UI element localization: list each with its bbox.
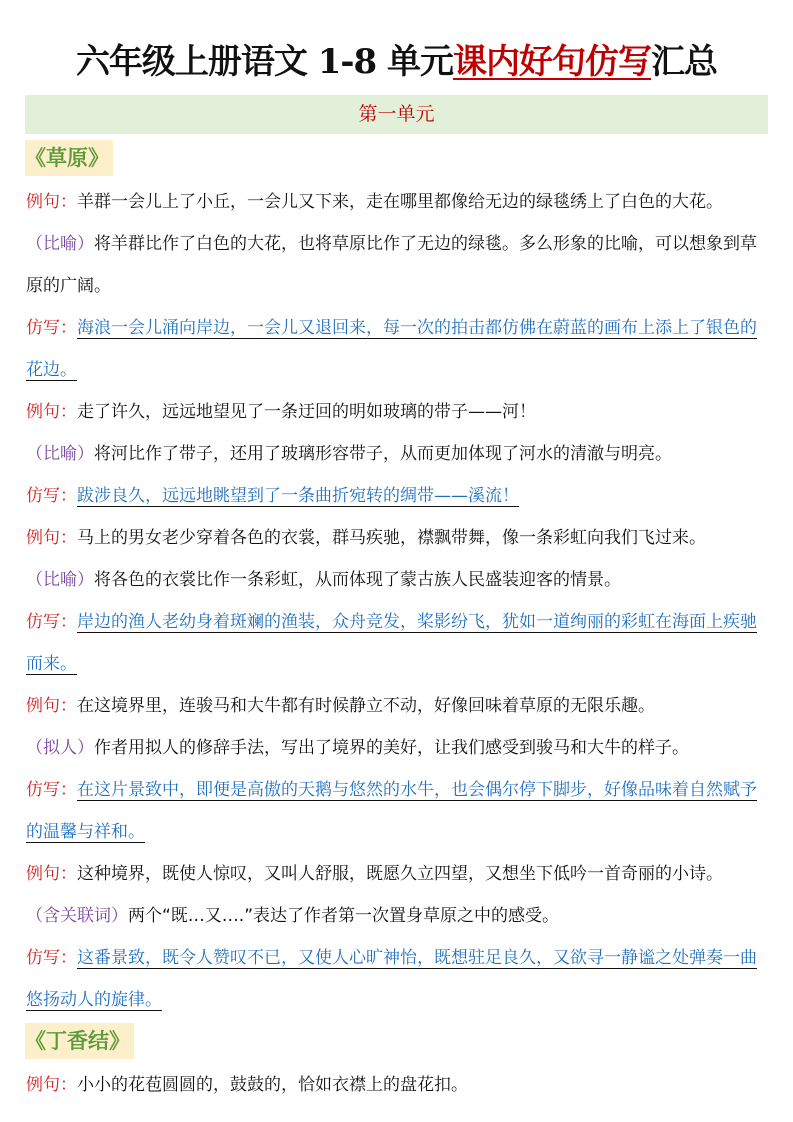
entry-example <box>26 181 769 223</box>
document-content <box>26 138 769 1106</box>
entry-text: 羊群一会儿上了小丘，一会儿又下来，走在哪里都像给无边的绿毯绣上了白色的大花。 <box>77 192 723 212</box>
entry-text: 将各色的衣裳比作一条彩虹，从而体现了蒙古族人民盛装迎客的情景。 <box>94 570 621 590</box>
entry-label: （含关联词） <box>26 906 128 926</box>
entry-text: 将羊群比作了白色的大花，也将草原比作了无边的绿毯。多么形象的比喻，可以想象到草原的广阔。 <box>26 234 757 296</box>
entry-label: 例句： <box>26 402 77 422</box>
entry-label: （拟人） <box>26 738 94 758</box>
lesson-title: 《丁香结》 <box>25 1023 134 1059</box>
entry-text: 两个“既…又….”表达了作者第一次置身草原之中的感受。 <box>128 906 560 926</box>
entry-label: 仿写： <box>26 486 77 506</box>
page-title <box>0 38 793 86</box>
entry-analysis <box>26 433 769 475</box>
entry-text: 在这片景致中，即便是高傲的天鹅与悠然的水牛，也会偶尔停下脚步，好像品味着自然赋予的温馨与祥和。 <box>26 780 757 842</box>
entry-text: 马上的男女老少穿着各色的衣裳，群马疾驰，襟飘带舞，像一条彩虹向我们飞过来。 <box>77 528 706 548</box>
title-suffix: 汇总 <box>651 42 718 82</box>
entry-label: 仿写： <box>26 948 77 968</box>
entry-label: 例句： <box>26 1075 77 1095</box>
entry-analysis <box>26 727 769 769</box>
entry-label: 仿写： <box>26 780 77 800</box>
entry-label: （比喻） <box>26 444 94 464</box>
entry-analysis <box>26 223 769 307</box>
entry-label: 仿写： <box>26 318 77 338</box>
entry-label: 例句： <box>26 192 77 212</box>
lesson-title: 《草原》 <box>25 140 113 176</box>
entry-imitate <box>26 307 769 391</box>
entry-imitate <box>26 769 769 853</box>
entry-text: 跋涉良久，远远地眺望到了一条曲折宛转的绸带——溪流！ <box>77 486 519 506</box>
entry-text: 这番景致，既令人赞叹不已，又使人心旷神怡，既想驻足良久，又欲寻一静谧之处弹奏一曲悠扬动人的旋律。 <box>26 948 757 1010</box>
entry-example <box>26 517 769 559</box>
entry-imitate <box>26 937 769 1021</box>
entry-label: 仿写： <box>26 612 77 632</box>
entry-text: 在这境界里，连骏马和大牛都有时候静立不动，好像回味着草原的无限乐趣。 <box>77 696 655 716</box>
entry-text: 作者用拟人的修辞手法，写出了境界的美好，让我们感受到骏马和大牛的样子。 <box>94 738 689 758</box>
entry-example <box>26 1064 769 1106</box>
entry-example <box>26 685 769 727</box>
entry-label: （比喻） <box>26 234 94 254</box>
entry-label: 例句： <box>26 696 77 716</box>
entry-text: 小小的花苞圆圆的，鼓鼓的，恰如衣襟上的盘花扣。 <box>77 1075 468 1095</box>
entry-text: 走了许久，远远地望见了一条迂回的明如玻璃的带子——河！ <box>77 402 536 422</box>
title-highlight: 课内好句仿写 <box>453 42 652 82</box>
entry-text: 岸边的渔人老幼身着斑斓的渔装，众舟竞发，桨影纷飞，犹如一道绚丽的彩虹在海面上疾驰而来。 <box>26 612 757 674</box>
entry-example <box>26 853 769 895</box>
entry-example <box>26 391 769 433</box>
entry-text: 将河比作了带子，还用了玻璃形容带子，从而更加体现了河水的清澈与明亮。 <box>94 444 672 464</box>
unit-banner: 第一单元 <box>25 95 768 134</box>
title-prefix: 六年级上册语文 1-8 单元 <box>75 42 454 82</box>
entry-label: （比喻） <box>26 570 94 590</box>
entry-text: 海浪一会儿涌向岸边，一会儿又退回来，每一次的拍击都仿佛在蔚蓝的画布上添上了银色的花边。 <box>26 318 757 380</box>
entry-label: 例句： <box>26 528 77 548</box>
entry-analysis <box>26 559 769 601</box>
entry-imitate <box>26 601 769 685</box>
entry-imitate <box>26 475 769 517</box>
entry-text: 这种境界，既使人惊叹，又叫人舒服，既愿久立四望，又想坐下低吟一首奇丽的小诗。 <box>77 864 723 884</box>
entry-label: 例句： <box>26 864 77 884</box>
entry-analysis <box>26 895 769 937</box>
